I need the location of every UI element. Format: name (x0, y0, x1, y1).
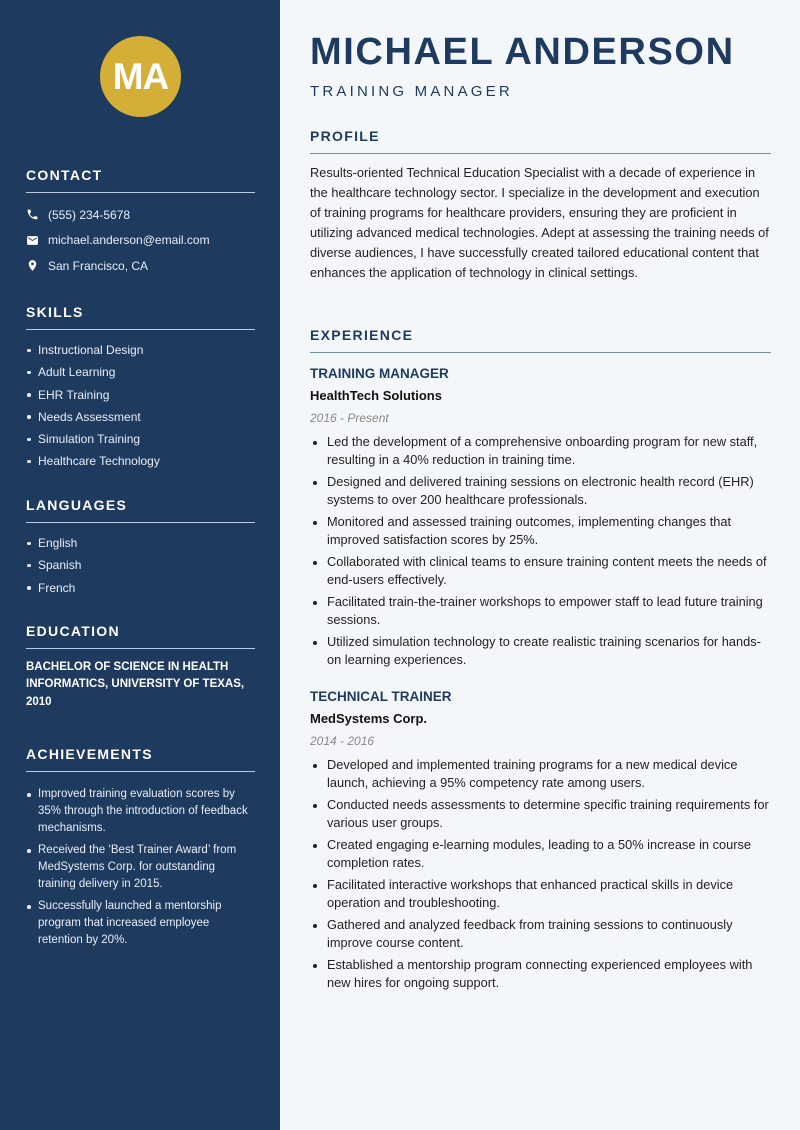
job-bullet: Designed and delivered training sessions on electronic health record (EHR) systems to over 200 healthcare professionals. (310, 473, 771, 509)
job-entry (310, 686, 771, 996)
job-bullet: Monitored and assessed training outcomes, implementing changes that improved satisfaction scores by 25%. (310, 513, 771, 549)
education-section (26, 623, 255, 711)
sidebar (0, 0, 280, 1130)
contact-email (26, 228, 255, 254)
contact-location (26, 253, 255, 279)
job-title: TECHNICAL TRAINER (310, 689, 452, 704)
job-bullet: Facilitated interactive workshops that enhanced practical skills in device operation and troubleshooting. (310, 876, 771, 912)
languages-section (26, 497, 255, 599)
job-bullet: Facilitated train-the-trainer workshops to empower staff to lead future training sessions. (310, 593, 771, 629)
profile-text: Results-oriented Technical Education Specialist with a decade of experience in the healthcare technology sector. I specialize in the development and execution of training programs for healthcare providers, ensuring they are proficient in utilizing advanced medical technologies. Adept at assessing the training needs of diverse audiences, I have successfully created tailored educational content that enhances the application of technology in clinical settings. (310, 165, 769, 280)
profile-heading: PROFILE (310, 128, 771, 154)
job-bullet: Gathered and analyzed feedback from training sessions to continuously improve course content. (310, 916, 771, 952)
job-bullets (310, 756, 771, 992)
job-title: TRAINING MANAGER (310, 366, 449, 381)
contact-list (26, 202, 255, 279)
job-company: MedSystems Corp. (310, 711, 428, 726)
achievements-heading: ACHIEVEMENTS (26, 746, 255, 772)
skills-list (26, 339, 255, 473)
job-bullet: Established a mentorship program connecting experienced employees with new hires for ongoing support. (310, 956, 771, 992)
job-bullet: Created engaging e-learning modules, leading to a 50% increase in course completion rates. (310, 836, 771, 872)
job-bullet: Developed and implemented training programs for a new medical device launch, achieving a 95% competency rate among users. (310, 756, 771, 792)
achievement-item: Successfully launched a mentorship program that increased employee retention by 20%. (26, 898, 255, 949)
education-degree: BACHELOR OF SCIENCE IN HEALTH INFORMATICS, UNIVERSITY OF TEXAS, 2010 (26, 661, 245, 708)
language-item: French (26, 577, 255, 599)
avatar-initials: MA (112, 55, 169, 97)
phone-icon (26, 208, 39, 221)
skill-item: Needs Assessment (26, 406, 255, 428)
skill-item: EHR Training (26, 384, 255, 406)
email-icon (26, 234, 39, 247)
achievement-item: Improved training evaluation scores by 35% through the introduction of feedback mechanisms. (26, 786, 255, 837)
experience-heading: EXPERIENCE (310, 327, 771, 353)
job-bullet: Conducted needs assessments to determine specific training requirements for various user groups. (310, 796, 771, 832)
contact-section (26, 167, 255, 279)
job-dates: 2014 - 2016 (310, 734, 375, 748)
location-icon (26, 259, 39, 272)
job-entry (310, 363, 771, 673)
job-bullets (310, 433, 771, 669)
job-bullet: Collaborated with clinical teams to ensure training content meets the needs of end-users effectively. (310, 553, 771, 589)
languages-list (26, 532, 255, 599)
skill-item: Simulation Training (26, 428, 255, 450)
education-heading: EDUCATION (26, 623, 255, 649)
achievements-section (26, 746, 255, 954)
avatar (100, 36, 181, 117)
skills-section (26, 304, 255, 473)
achievement-item: Received the ‘Best Trainer Award’ from MedSystems Corp. for outstanding training delivery in 2015. (26, 842, 255, 893)
candidate-name: MICHAEL ANDERSON (310, 31, 735, 73)
contact-phone (26, 202, 255, 228)
skill-item: Instructional Design (26, 339, 255, 361)
skill-item: Healthcare Technology (26, 450, 255, 472)
phone-text: (555) 234-5678 (48, 207, 131, 222)
location-text: San Francisco, CA (48, 258, 149, 273)
job-dates: 2016 - Present (310, 411, 389, 425)
language-item: Spanish (26, 554, 255, 576)
achievements-list (26, 786, 255, 949)
email-text: michael.anderson@email.com (48, 233, 210, 248)
candidate-title: TRAINING MANAGER (310, 83, 513, 100)
skill-item: Adult Learning (26, 361, 255, 383)
job-bullet: Led the development of a comprehensive onboarding program for new staff, resulting in a 40% reduction in training time. (310, 433, 771, 469)
skills-heading: SKILLS (26, 304, 255, 330)
job-company: HealthTech Solutions (310, 388, 442, 403)
languages-heading: LANGUAGES (26, 497, 255, 523)
language-item: English (26, 532, 255, 554)
contact-heading: CONTACT (26, 167, 255, 193)
job-bullet: Utilized simulation technology to create realistic training scenarios for hands-on learning experiences. (310, 633, 771, 669)
